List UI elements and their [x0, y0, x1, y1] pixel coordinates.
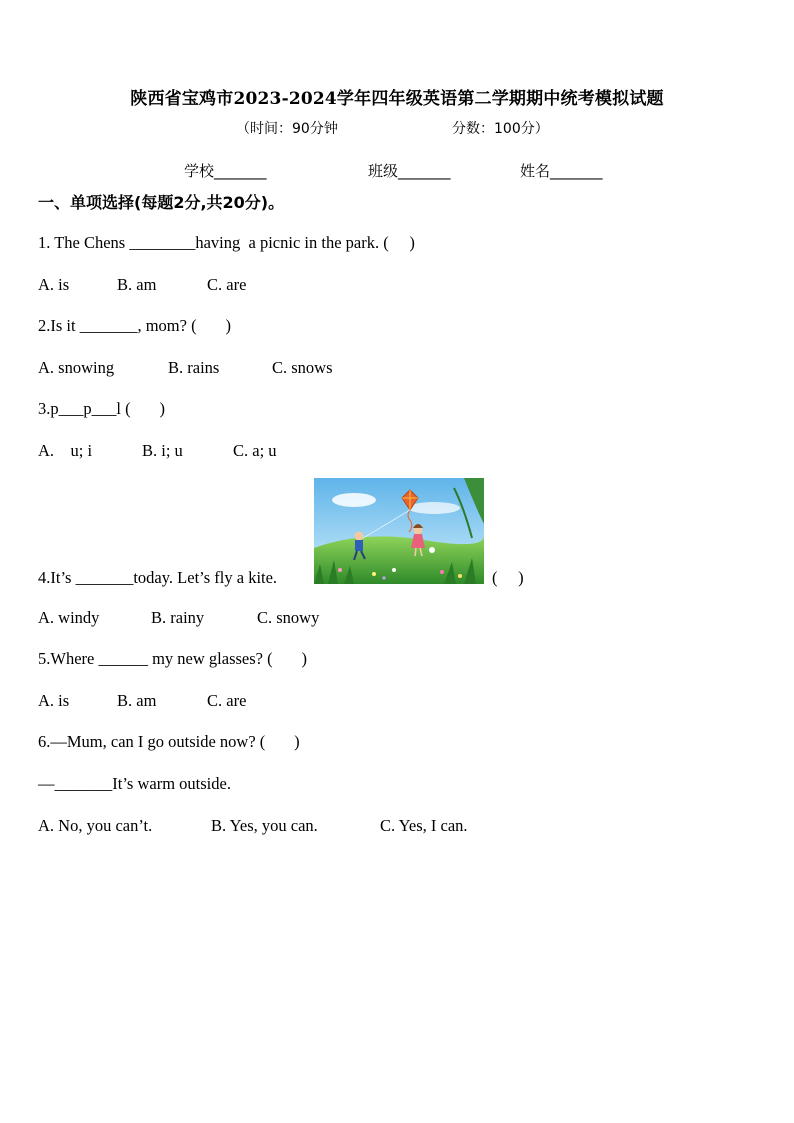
q3-option-a[interactable]: A. u; i [38, 441, 93, 460]
kite-picture [314, 478, 484, 584]
q5-option-b[interactable]: B. am [117, 691, 157, 710]
exam-time: （时间：90分钟 [236, 121, 338, 137]
school-field[interactable]: 学校_______ [184, 162, 267, 180]
q2-option-b[interactable]: B. rains [168, 358, 220, 377]
q6-option-c[interactable]: C. Yes, I can. [380, 816, 468, 835]
question-1: 1. The Chens ________having a picnic in the park. ( ) [38, 233, 415, 252]
question-3: 3.p___p___l ( ) [38, 399, 165, 418]
question-4-paren: ( ) [492, 568, 524, 587]
question-6: 6.—Mum, can I go outside now? ( ) [38, 732, 300, 751]
q1-option-a[interactable]: A. is [38, 275, 70, 294]
question-4: 4.It’s _______today. Let’s fly a kite. [38, 568, 278, 587]
class-field[interactable]: 班级_______ [368, 162, 451, 180]
q4-option-b[interactable]: B. rainy [151, 608, 205, 627]
q2-option-c[interactable]: C. snows [272, 358, 333, 377]
q5-option-c[interactable]: C. are [207, 691, 247, 710]
q4-option-a[interactable]: A. windy [38, 608, 100, 627]
q1-option-b[interactable]: B. am [117, 275, 157, 294]
section-heading: 一、单项选择(每题2分,共20分)。 [38, 193, 285, 212]
question-5: 5.Where ______ my new glasses? ( ) [38, 649, 307, 668]
exam-title: 陕西省宝鸡市2023-2024学年四年级英语第二学期期中统考模拟试题 [130, 89, 664, 109]
q3-option-b[interactable]: B. i; u [142, 441, 183, 460]
q5-option-a[interactable]: A. is [38, 691, 70, 710]
exam-score: 分数：100分） [452, 121, 549, 137]
name-field[interactable]: 姓名_______ [520, 162, 603, 180]
q3-option-c[interactable]: C. a; u [233, 441, 277, 460]
q1-option-c[interactable]: C. are [207, 275, 247, 294]
q6-option-a[interactable]: A. No, you can’t. [38, 816, 153, 835]
q4-option-c[interactable]: C. snowy [257, 608, 320, 627]
question-6-reply: —_______It’s warm outside. [38, 774, 231, 793]
q6-option-b[interactable]: B. Yes, you can. [211, 816, 318, 835]
q2-option-a[interactable]: A. snowing [38, 358, 115, 377]
question-2: 2.Is it _______, mom? ( ) [38, 316, 231, 335]
